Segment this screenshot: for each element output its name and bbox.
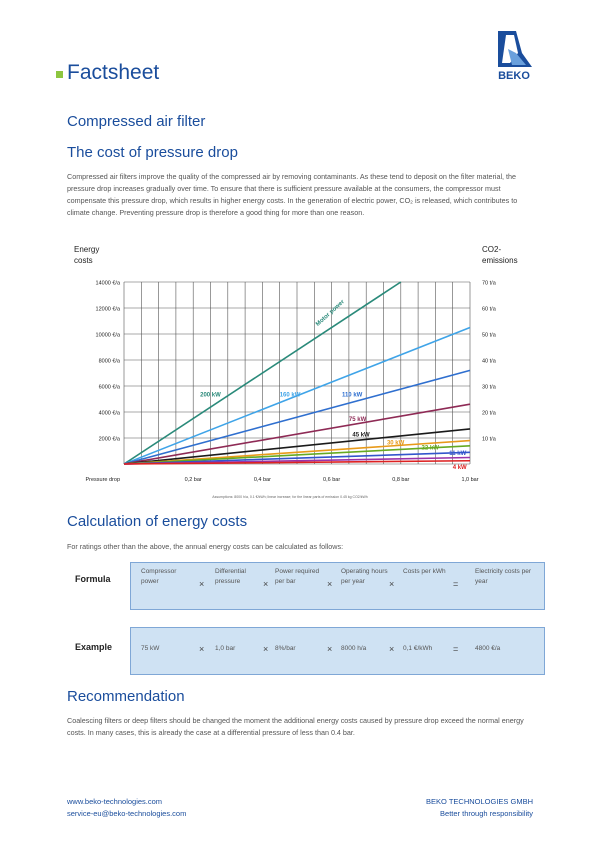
series-label: 200 kW [200,392,221,399]
series-label: 4 kW [452,465,467,472]
formula-operator: × [263,579,269,589]
example-cell: 75 kW [141,645,160,652]
x-tick: 0,8 bar [392,477,410,483]
example-operator: = [453,644,459,654]
x-tick: 0,4 bar [253,477,271,483]
chart-footnote: Assumptions: 8000 h/a, 0.1 €/kWh; linear increase; for the linear parts of emission 0.45 kg CO2/kWh [212,495,368,499]
y-left-tick: 10000 €/a [95,332,120,339]
y-left-tick: 2000 €/a [98,436,120,443]
brand-accent-square [56,71,63,78]
formula-box [130,562,545,610]
formula-cell: Power required per bar [275,568,320,585]
y-right-tick: 30 t/a [482,384,496,391]
y-left-tick: 14000 €/a [95,280,120,287]
example-operator: × [389,644,395,654]
footer-email-link[interactable]: service-eu@beko-technologies.com [67,809,187,818]
formula-cell: Costs per kWh [403,568,446,575]
example-cell: 1,0 bar [215,645,236,652]
y-left-tick: 6000 €/a [98,384,120,391]
footer-contact [67,796,186,820]
footer-slogan: Better through responsibility [440,809,533,818]
example-operator: × [263,644,269,654]
footer-web-link[interactable]: www.beko-technologies.com [67,797,163,806]
footer-company-name: BEKO TECHNOLOGIES GMBH [426,797,533,806]
footer-company [380,796,533,820]
y-right-tick: 60 t/a [482,306,496,313]
x-tick: 0,2 bar [184,477,202,483]
intro-paragraph: Compressed air filters improve the quality of the compressed air by removing contaminants. As these tend to deposit on the filter material, the pressure drop increases gradually over time. To ensure that there is sufficient pressure available at the consumers, the compressor must compensate this pressure drop, which results in higher energy costs. In the generation of electric power, CO₂ is released, which contributes to climate change. Preventing pressure drop is therefore a good thing for more than one reason. [67,172,518,217]
y-left-title: Energy [74,245,100,254]
logo-text: BEKO [498,70,530,82]
subtitle: Compressed air filter [67,113,206,130]
x-tick: 0,6 bar [323,477,341,483]
x-axis-label: Pressure drop [85,477,120,483]
y-left-tick: 12000 €/a [95,306,120,313]
example-operator: × [327,644,333,654]
factsheet-title: Factsheet [67,61,160,84]
formula-operator: × [199,579,205,589]
y-right-title-2: emissions [482,256,518,265]
example-cell: 8%/bar [275,645,296,652]
example-cell: 4800 €/a [475,645,501,652]
formula-label: Formula [75,574,111,584]
example-cell: 8000 h/a [341,645,367,652]
beko-logo [488,23,540,83]
y-right-tick: 20 t/a [482,410,496,417]
formula-cell: Operating hours per year [341,568,388,585]
series-label: 11 kW [449,450,467,457]
y-left-tick: 8000 €/a [98,358,120,365]
formula-operator: × [389,579,395,589]
recommendation-title: Recommendation [67,688,185,705]
y-left-title-2: costs [74,256,93,265]
calc-intro: For ratings other than the above, the annual energy costs can be calculated as follows: [67,542,344,551]
example-operator: × [199,644,205,654]
formula-cell: Electricity costs per year [475,568,531,585]
series-label: 22 kW [421,445,439,452]
series-label: 160 kW [279,392,301,399]
x-tick: 1,0 bar [461,477,479,483]
recommendation-text: Coalescing filters or deep filters should be changed the moment the additional energy costs caused by pressure drop exceed the normal energy costs. In many cases, this is already the case at a differential pressure of less than 0.4 bar. [67,716,524,737]
y-right-tick: 50 t/a [482,332,496,339]
example-label: Example [75,642,113,652]
y-right-tick: 10 t/a [482,436,496,443]
series-label-motor-power: Motor power [315,299,346,328]
formula-cell: Differential pressure [215,568,246,585]
calc-section-title: Calculation of energy costs [67,513,248,530]
page-title: The cost of pressure drop [67,144,238,161]
series-label: 75 kW [348,417,367,424]
y-left-tick: 4000 €/a [98,410,120,417]
formula-cell: Compressor power [141,568,177,585]
example-cell: 0,1 €/kWh [403,645,433,652]
series-label: 30 kW [386,440,405,447]
y-right-title: CO2- [482,245,502,254]
series-label: 45 kW [352,432,370,439]
y-right-tick: 40 t/a [482,358,496,365]
example-box [130,627,545,675]
energy-cost-chart [60,238,540,488]
series-label: 110 kW [341,392,363,399]
formula-operator: × [327,579,333,589]
formula-operator: = [453,579,459,589]
y-right-tick: 70 t/a [482,280,496,287]
